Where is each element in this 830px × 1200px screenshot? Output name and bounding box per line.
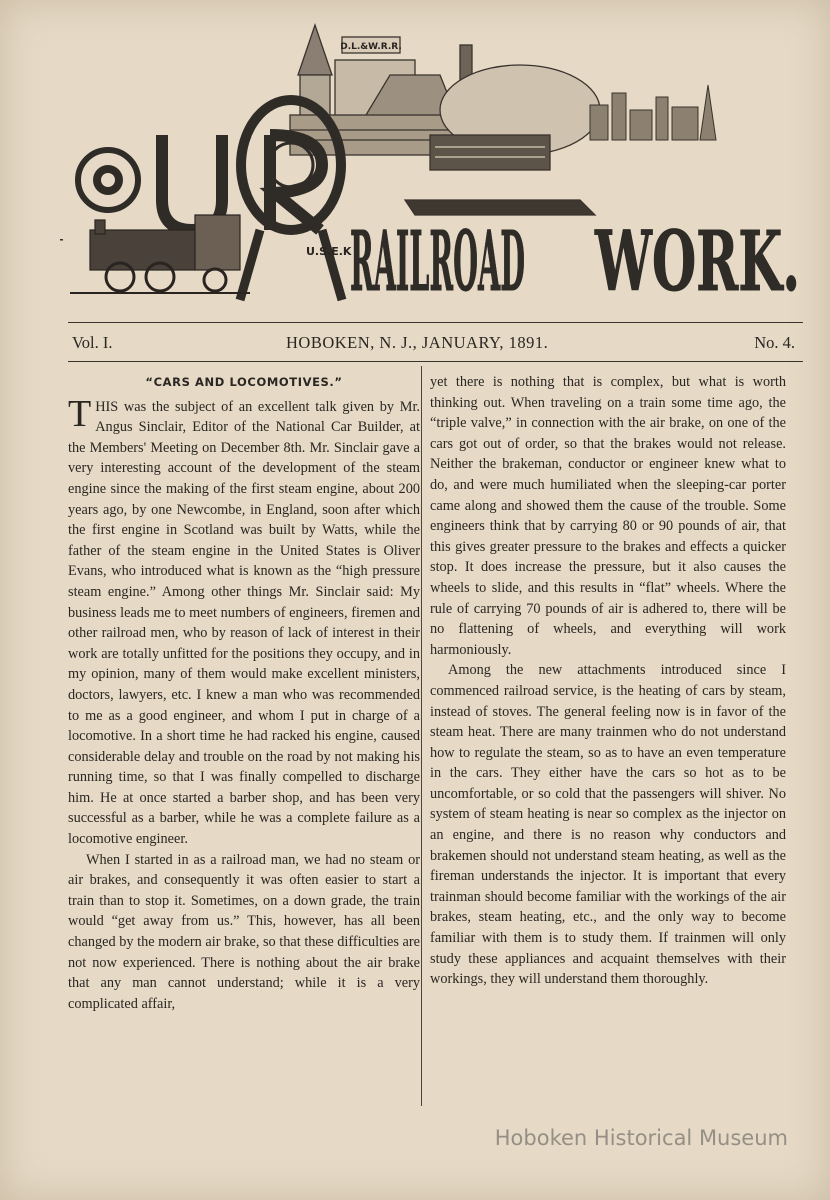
article-headline: “CARS AND LOCOMOTIVES.” xyxy=(145,375,343,389)
engine-label: U.S.E.K xyxy=(306,245,352,258)
masthead-illustration xyxy=(60,15,805,320)
article-paragraph-4: Among the new attachments introduced since I commenced railroad service, is the heating of cars by steam, instead of stoves. The general feeling now is in favor of the steam heat. There are many trainmen who do not understand how to regulate the steam, so as to have an even temperature in the cars. They either have the cars so hot as to be uncomfortable, or so cold that the passengers will shiver. No system of steam heating is near so complex as the injector on an engine, and there is no reason why conductors and brakemen should not understand steam heating, as well as the fireman understands the injector. It is important that every trainman should become familiar with the workings of the air brakes, steam heating, etc., and the only way to become familiar with them is to study them. If trainmen will only study these appliances and acquaint themselves with their workings, they will understand them thoroughly. xyxy=(430,662,786,988)
issue-number: No. 4. xyxy=(754,333,795,352)
museum-watermark: Hoboken Historical Museum xyxy=(494,1126,788,1150)
article-paragraph-2: When I started in as a railroad man, we had no steam or air brakes, and consequently it was often easier to start a train than to stop it. Sometimes, on a down grade, the train would “get away from us.” This, however, has all been changed by the modern air brake, so that these difficulties are not now experienced. There is nothing about the air brake that any man cannot understand; while it is a very complicated affair, xyxy=(68,851,420,1012)
locomotive-illustration xyxy=(70,215,250,293)
title-word-our: OUR xyxy=(60,240,63,241)
issue-info-bar xyxy=(68,322,803,362)
title-word-railroad: RAILROAD xyxy=(350,214,525,310)
paragraph-1-text: HIS was the subject of an excellent talk given by Mr. Angus Sinclair, Editor of the National Car Builder, at the Members' Meeting on December 8th. Mr. Sinclair gave a very interesting account of the development of the steam engine since the making of the first steam engine, about 200 years ago, by one Newcombe, in England, soon after which the first engine in Scotland was built by Watts, while the father of the steam engine in the United States is Oliver Evans, who introduced what is known as the “high pressure steam engine.” Among other things Mr. Sinclair said: My business leads me to meet numbers of engineers, firemen and other railroad men, who by reason of lack of interest in their work are totally unfitted for the positions they occupy, and in my opinion, many of them would make excellent ministers, doctors, lawyers, etc. I knew a man who was recommended to me as a good engineer, and whom I put in charge of a locomotive. In a short time he had racked his engine, caused considerable delay and trouble on the road by not making his running time, so that I was finally compelled to discharge him. He at once started a barber shop, and has been very successful as a barber, while he was a complete failure as a locomotive engineer. xyxy=(68,398,420,848)
article-paragraph-3: yet there is nothing that is complex, but what is worth thinking out. When traveling on a train some time ago, the “triple valve,” in connection with the air brake, on one of the cars got out of order, so that the brakes would not release. Neither the brakeman, conductor or engineer knew what to do, and were much humiliated when the sleeping-car porter came along and showed them the cause of the trouble. Some engineers think that by carrying 80 or 90 pounds of air, that this gives greater pressure to the brakes and effects a quicker stop. It does increase the pressure, but it also causes the wheels to slide, and this results in “flat” wheels. Where the rule of carrying 70 pounds of air is adhered to, there will be no flattening of wheels, and everything will work harmoniously. xyxy=(430,374,786,658)
title-word-work: WORK. xyxy=(594,214,800,310)
article-column-right xyxy=(430,372,786,990)
dateline: HOBOKEN, N. J., JANUARY, 1891. xyxy=(286,333,549,352)
drop-cap: T xyxy=(68,392,92,435)
city-skyline xyxy=(590,85,716,140)
station-sign: D.L.&W.R.R. xyxy=(340,42,402,52)
volume-label: Vol. I. xyxy=(72,333,113,352)
column-divider xyxy=(421,366,422,1106)
article-column-left xyxy=(68,372,420,1014)
article-paragraph-1 xyxy=(68,392,420,850)
